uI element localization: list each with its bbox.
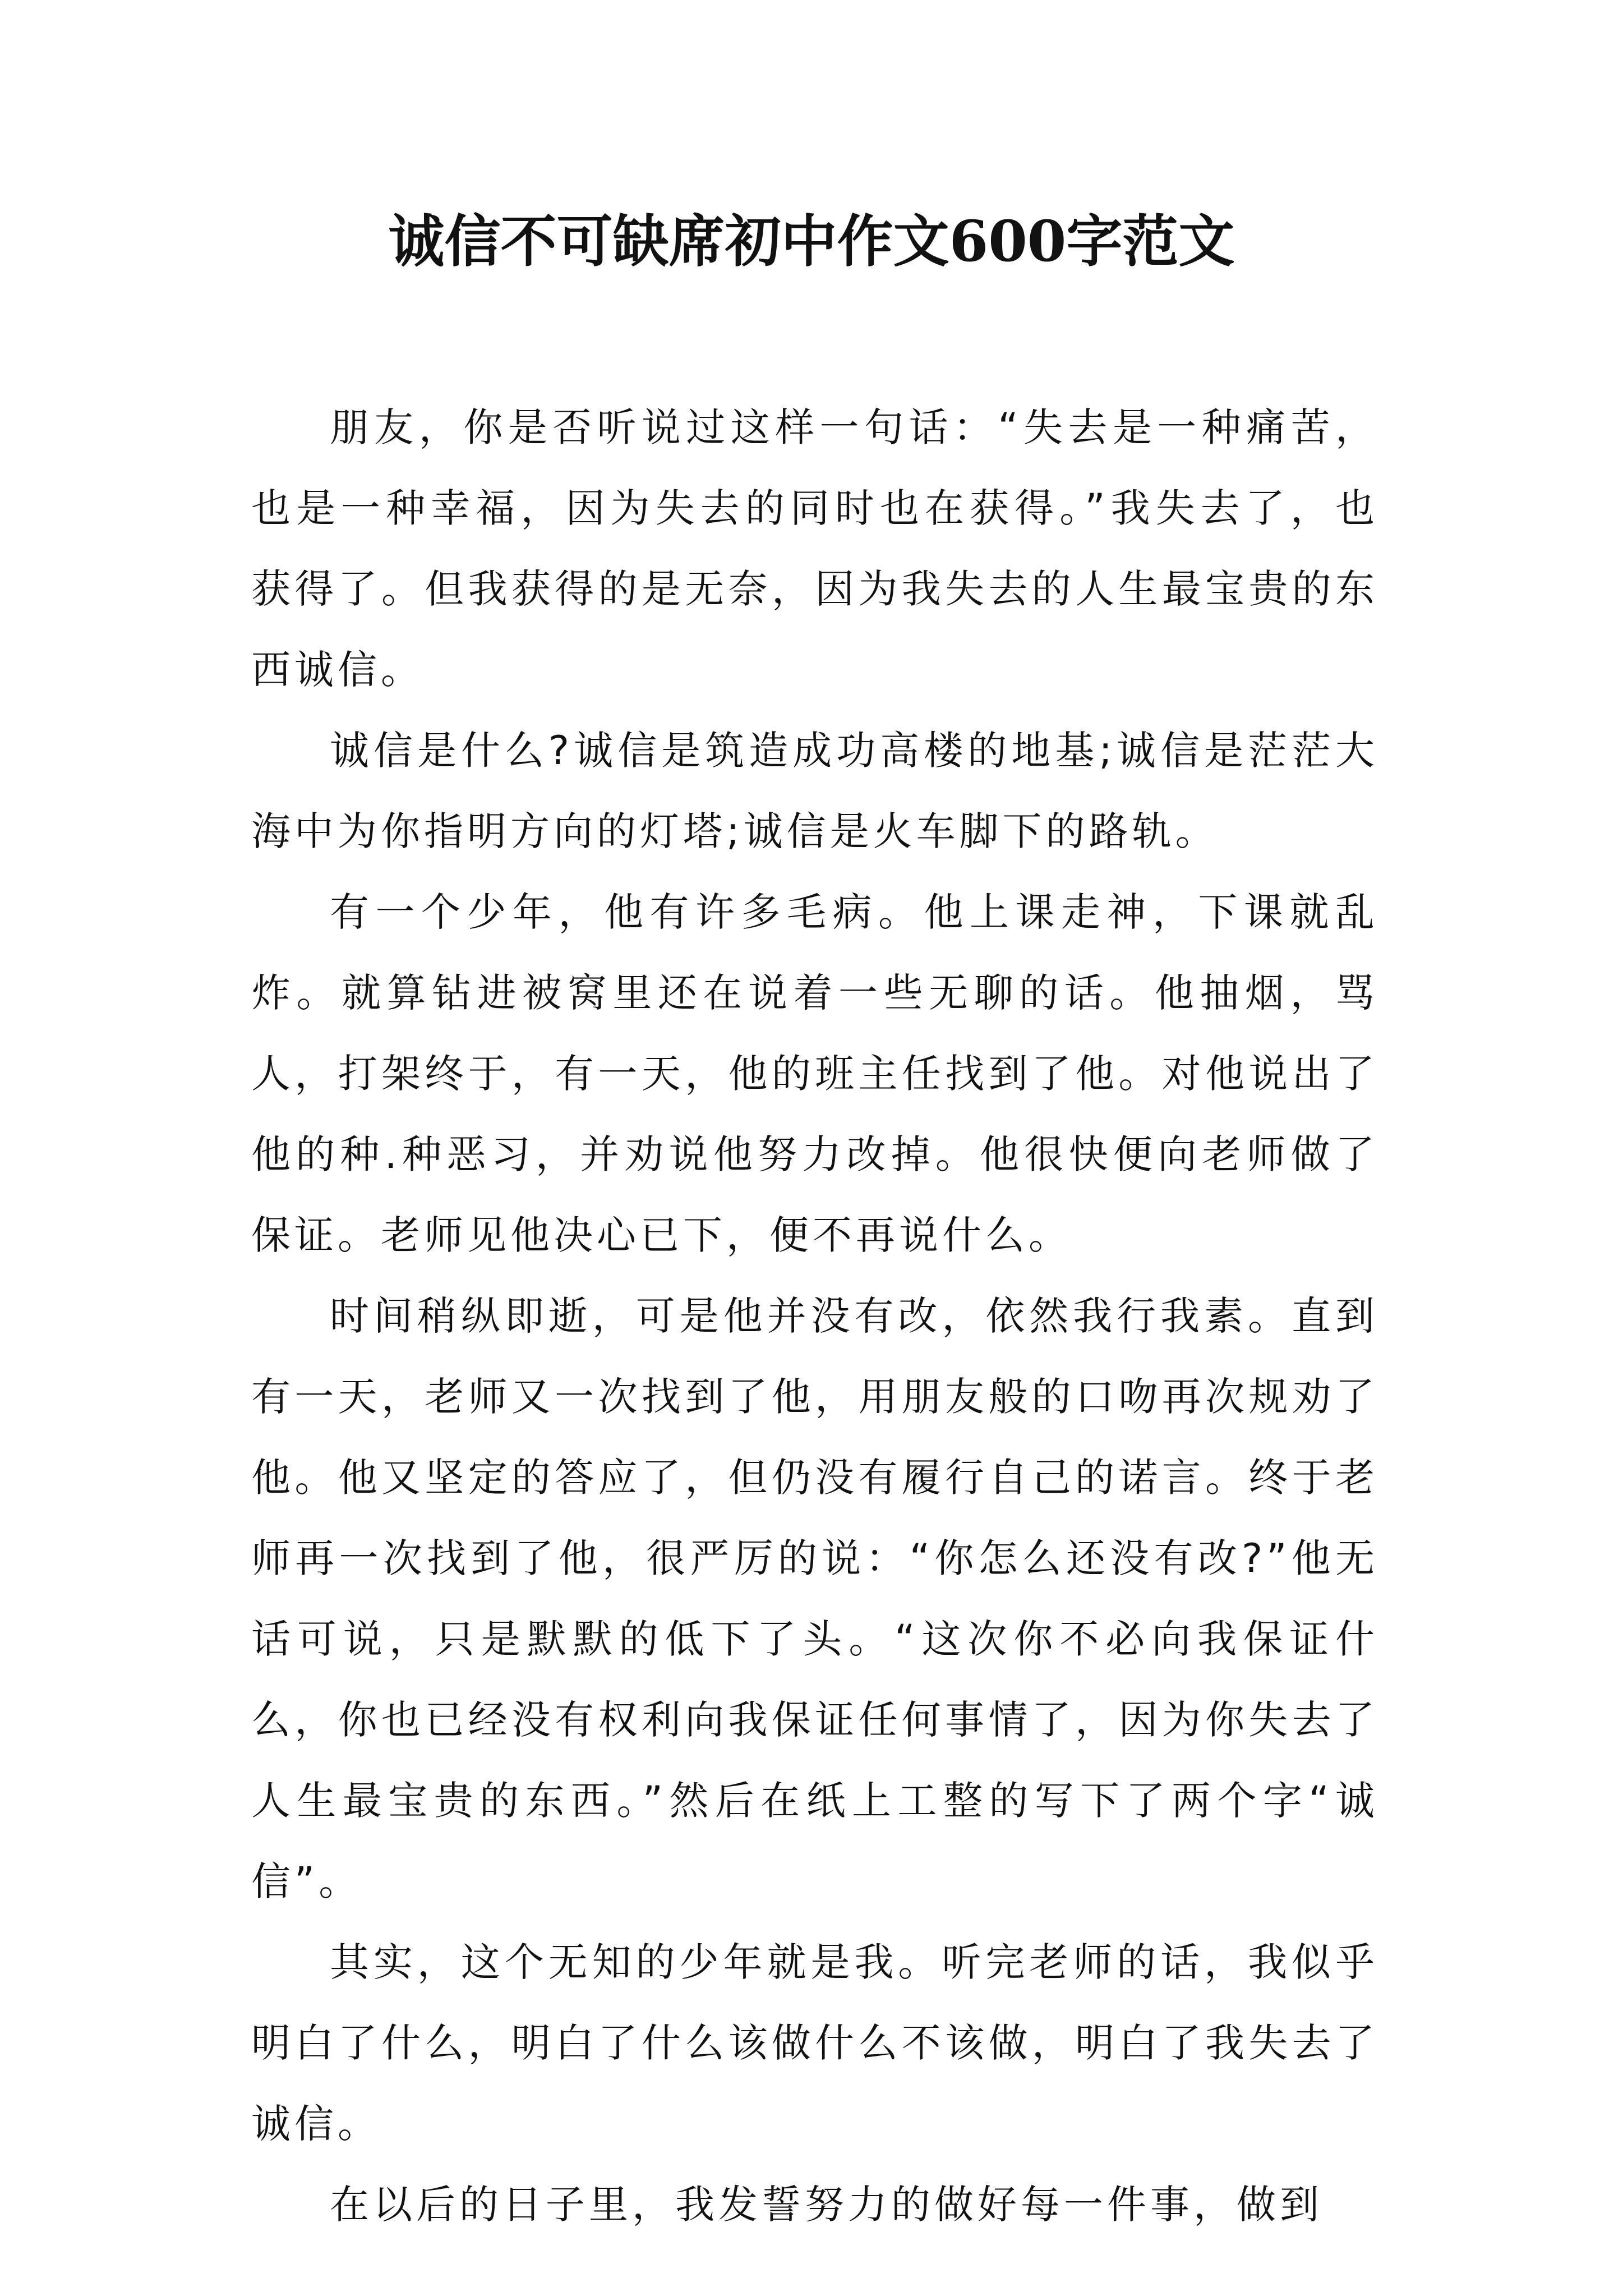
- paragraph: 有一个少年，他有许多毛病。他上课走神，下课就乱炸。就算钻进被窝里还在说着一些无聊的话。他抽烟，骂人，打架终于，有一天，他的班主任找到了他。对他说出了他的种.种恶习，并劝说他努力改掉。他很快便向老师做了保证。老师见他决心已下，便不再说什么。: [251, 889, 1378, 1258]
- paragraph: 朋友，你是否听说过这样一句话：“失去是一种痛苦，也是一种幸福，因为失去的同时也在获得。”我失去了，也获得了。但我获得的是无奈，因为我失去的人生最宝贵的东西诚信。: [251, 404, 1378, 693]
- paragraph: 在以后的日子里，我发誓努力的做好每一件事，做到: [330, 2182, 1323, 2228]
- paragraph: 时间稍纵即逝，可是他并没有改，依然我行我素。直到有一天，老师又一次找到了他，用朋友般的口吻再次规劝了他。他又坚定的答应了，但仍没有履行自己的诺言。终于老师再一次找到了他，很严厉的说：“你怎么还没有改?”他无话可说，只是默默的低下了头。“这次你不必向我保证什么，你也已经没有权利向我保证任何事情了，因为你失去了人生最宝贵的东西。”然后在纸上工整的写下了两个字“诚信”。: [251, 1293, 1378, 1904]
- paragraph: 诚信是什么?诚信是筑造成功高楼的地基;诚信是茫茫大海中为你指明方向的灯塔;诚信是火车脚下的路轨。: [251, 728, 1378, 854]
- paragraph: 其实，这个无知的少年就是我。听完老师的话，我似乎明白了什么，明白了什么该做什么不该做，明白了我失去了诚信。: [251, 1939, 1378, 2147]
- document-title: 诚信不可缺席初中作文600字范文: [388, 208, 1235, 274]
- document-body: [251, 387, 1378, 2245]
